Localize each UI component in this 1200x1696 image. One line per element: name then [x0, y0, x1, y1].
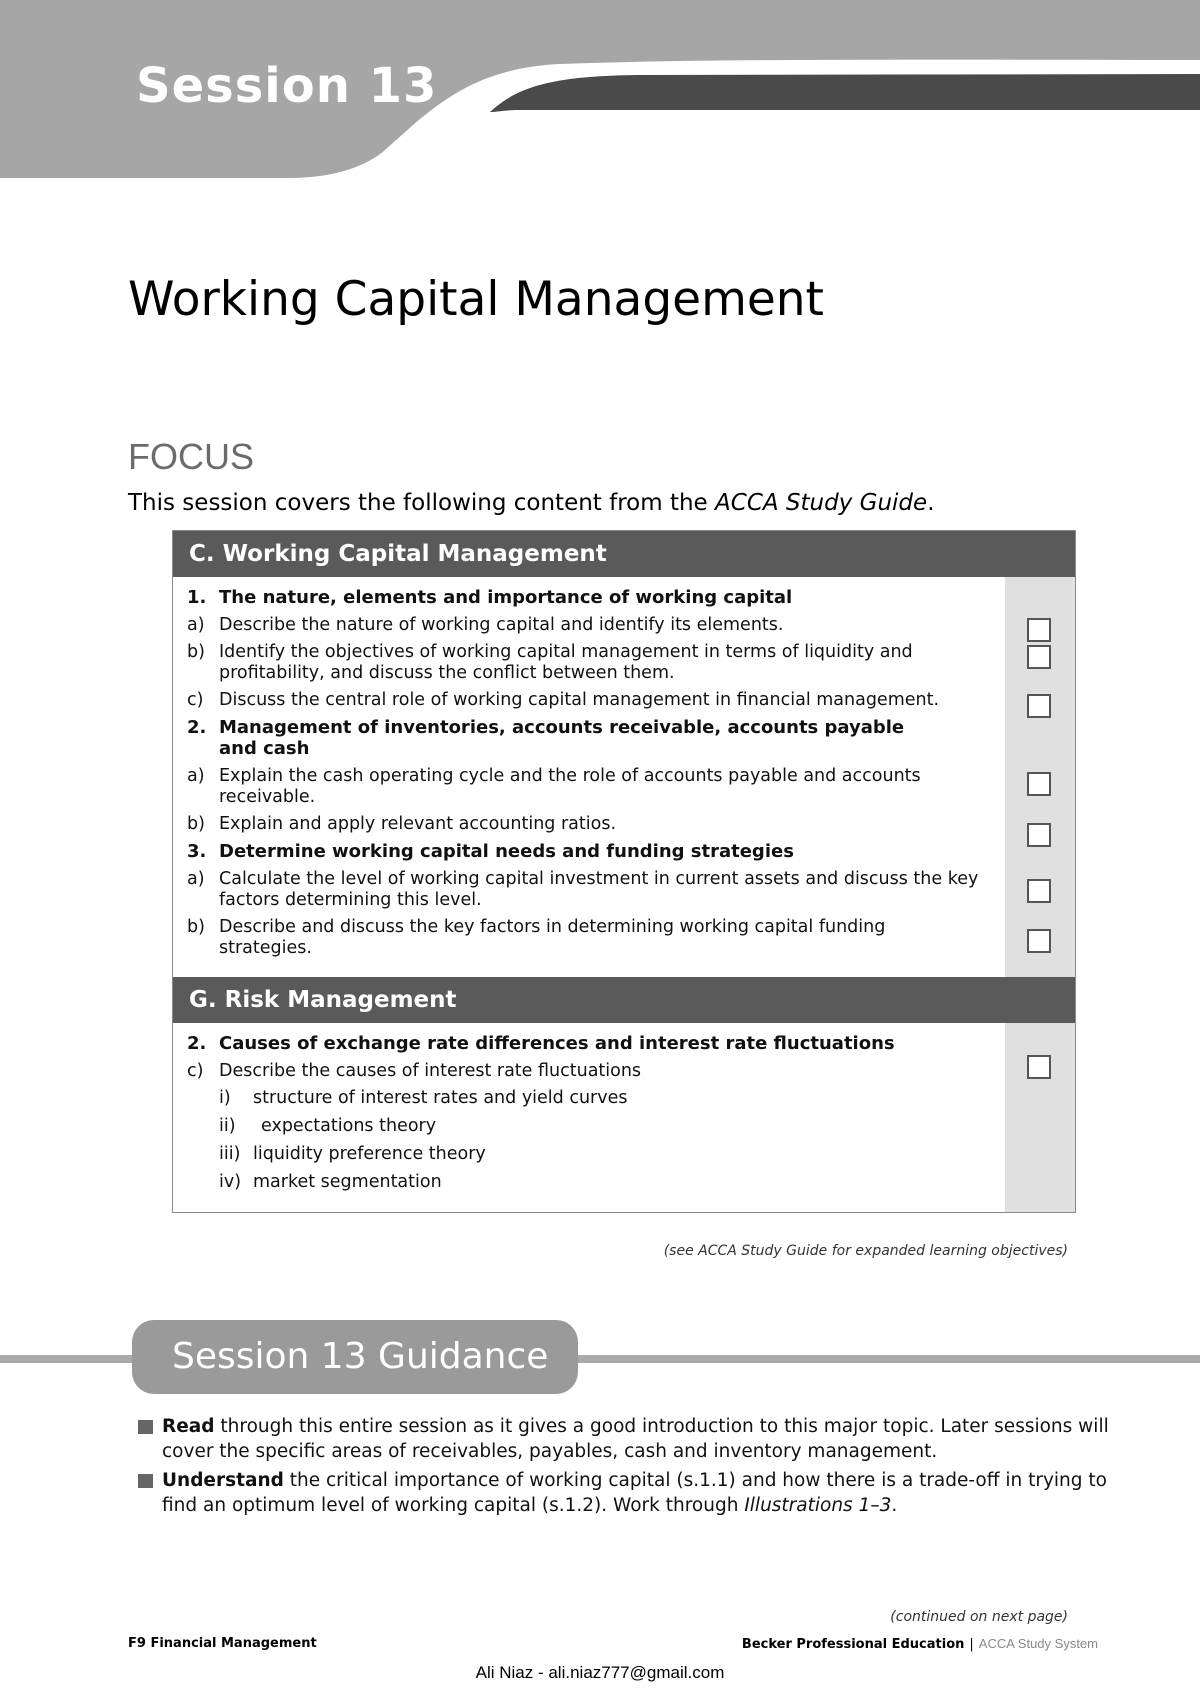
- guidance-emphasis: Illustrations 1–3: [744, 1495, 892, 1516]
- focus-intro: [128, 490, 935, 516]
- row-text: expectations theory: [261, 1116, 437, 1136]
- topic-row: [187, 1033, 1005, 1054]
- watermark: Ali Niaz - ali.niaz777@gmail.com: [475, 1663, 725, 1682]
- section-content-g: [173, 1023, 1005, 1212]
- row-text: Explain and apply relevant accounting ratios.: [219, 814, 617, 834]
- checkbox[interactable]: [1027, 694, 1051, 718]
- row-label: a): [187, 869, 205, 889]
- guidance-text: the critical importance of working capital (s.1.1) and how there is a trade-off in trying to find an optimum level of working capital (s.1.2). Work through: [162, 1470, 1107, 1516]
- guidance-list: [136, 1414, 1116, 1522]
- checkbox[interactable]: [1027, 618, 1051, 642]
- objective-row: [187, 615, 1005, 636]
- objective-row: [187, 917, 1005, 959]
- square-bullet-icon: [138, 1420, 153, 1434]
- section-header-g: G. Risk Management: [173, 977, 1075, 1023]
- focus-heading: FOCUS: [128, 436, 254, 477]
- guidance-item: [136, 1468, 1116, 1518]
- footer-brand: Becker Professional Education: [741, 1637, 965, 1652]
- footer-course: F9 Financial Management: [128, 1636, 317, 1651]
- focus-intro-prefix: This session covers the following content from the: [128, 490, 716, 516]
- continued-note: (continued on next page): [890, 1609, 1068, 1625]
- guidance-title: Session 13 Guidance: [172, 1336, 549, 1377]
- checkbox-column: [1005, 577, 1075, 977]
- row-label: 2.: [187, 717, 207, 738]
- row-label: 1.: [187, 587, 207, 608]
- checkbox[interactable]: [1027, 645, 1051, 669]
- objective-row: [187, 1061, 1005, 1082]
- footer-separator: |: [969, 1637, 974, 1652]
- checkbox[interactable]: [1027, 1055, 1051, 1079]
- study-guide-table: [172, 530, 1076, 1213]
- session-label: Session 13: [136, 58, 438, 114]
- sub-objective-row: [187, 1088, 1005, 1109]
- row-text: Discuss the central role of working capital management in financial management.: [219, 690, 940, 710]
- section-content-c: [173, 577, 1005, 977]
- row-label: b): [187, 917, 205, 937]
- row-text: Causes of exchange rate differences and interest rate fluctuations: [219, 1033, 895, 1054]
- topic-row: [187, 587, 1005, 608]
- sub-objective-row: [187, 1172, 1005, 1193]
- row-label: c): [187, 1061, 204, 1081]
- study-guide-note: (see ACCA Study Guide for expanded learning objectives): [663, 1243, 1068, 1259]
- checkbox[interactable]: [1027, 879, 1051, 903]
- row-text: The nature, elements and importance of working capital: [219, 587, 793, 608]
- objective-row: [187, 642, 1005, 684]
- row-text: Calculate the level of working capital investment in current assets and discuss the key factors determining this level.: [219, 869, 979, 910]
- objective-row: [187, 690, 1005, 711]
- sub-objective-row: [187, 1116, 1005, 1137]
- row-label: 2.: [187, 1033, 207, 1054]
- objective-row: [187, 766, 1005, 808]
- row-label: i): [219, 1088, 231, 1108]
- footer-publisher: [742, 1636, 1098, 1652]
- topic-row: [187, 717, 1005, 759]
- section-body-c: [173, 577, 1075, 977]
- checkbox[interactable]: [1027, 772, 1051, 796]
- row-text: structure of interest rates and yield curves: [253, 1088, 628, 1108]
- row-text: Describe and discuss the key factors in determining working capital funding strategies.: [219, 917, 886, 958]
- row-text: Management of inventories, accounts receivable, accounts payable and cash: [219, 717, 905, 759]
- guidance-tail: .: [891, 1495, 898, 1516]
- guidance-lead: Read: [162, 1416, 215, 1437]
- guidance-lead: Understand: [162, 1470, 284, 1491]
- guidance-text: through this entire session as it gives a good introduction to this major topic. Later sessions will cover the specific areas of receivables, payables, cash and inventory management.: [162, 1416, 1109, 1462]
- row-label: b): [187, 814, 205, 834]
- section-header-c: C. Working Capital Management: [173, 531, 1075, 577]
- row-label: ii): [219, 1116, 236, 1136]
- footer-system: ACCA Study System: [978, 1636, 1098, 1651]
- row-label: 3.: [187, 841, 207, 862]
- row-text: Identify the objectives of working capital management in terms of liquidity and profitability, and discuss the conflict between them.: [219, 642, 913, 683]
- checkbox[interactable]: [1027, 929, 1051, 953]
- checkbox[interactable]: [1027, 823, 1051, 847]
- focus-intro-emphasis: ACCA Study Guide: [715, 490, 928, 516]
- row-text: liquidity preference theory: [253, 1144, 486, 1164]
- row-label: b): [187, 642, 205, 662]
- row-label: iv): [219, 1172, 242, 1192]
- page-title: Working Capital Management: [128, 272, 824, 327]
- row-label: a): [187, 615, 205, 635]
- row-label: c): [187, 690, 204, 710]
- checkbox-column: [1005, 1023, 1075, 1212]
- row-text: market segmentation: [253, 1172, 442, 1192]
- guidance-banner: [132, 1320, 578, 1394]
- sub-objective-row: [187, 1144, 1005, 1165]
- section-body-g: [173, 1023, 1075, 1212]
- row-text: Describe the nature of working capital and identify its elements.: [219, 615, 784, 635]
- objective-row: [187, 814, 1005, 835]
- row-text: Explain the cash operating cycle and the role of accounts payable and accounts receivable.: [219, 766, 921, 807]
- row-label: a): [187, 766, 205, 786]
- topic-row: [187, 841, 1005, 862]
- row-text: Describe the causes of interest rate fluctuations: [219, 1061, 642, 1081]
- objective-row: [187, 869, 1005, 911]
- square-bullet-icon: [138, 1474, 153, 1488]
- row-label: iii): [219, 1144, 241, 1164]
- row-text: Determine working capital needs and funding strategies: [219, 841, 794, 862]
- focus-intro-suffix: .: [927, 490, 935, 516]
- guidance-item: [136, 1414, 1116, 1464]
